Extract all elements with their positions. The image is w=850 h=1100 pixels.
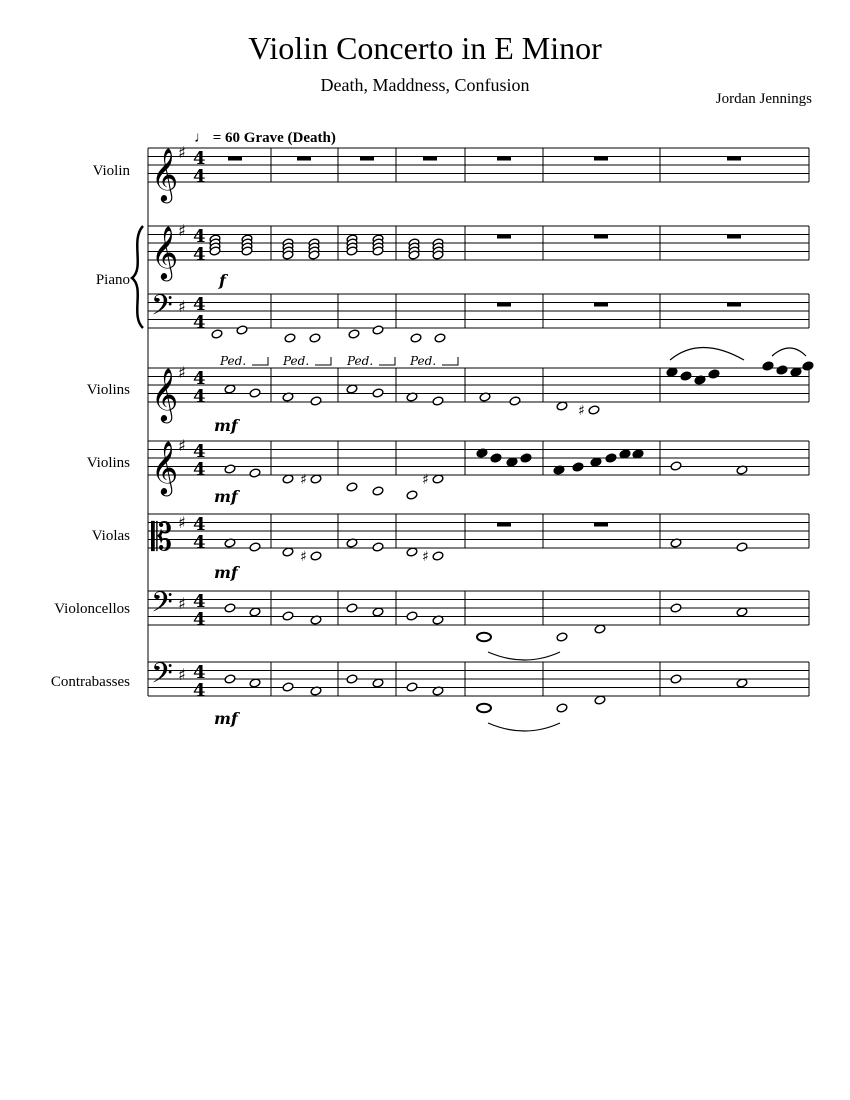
notehead: [282, 682, 294, 692]
bass-clef-icon: 𝄢: [151, 657, 173, 697]
time-signature-bottom: 4: [193, 609, 206, 630]
clefs: [151, 147, 178, 697]
time-signature-bottom: 4: [193, 386, 206, 407]
whole-rest-icon: [594, 303, 608, 307]
sharp-icon: ♯: [178, 436, 186, 455]
time-signature-bottom: 4: [193, 312, 206, 333]
notehead: [249, 468, 261, 478]
notehead: [802, 361, 814, 371]
instrument-label-violins-1: Violins: [86, 382, 130, 398]
pedal-bracket: [315, 357, 331, 365]
notehead: [372, 388, 384, 398]
time-signature-top: 4: [193, 368, 206, 389]
pedal-mark: Ped.: [347, 354, 374, 368]
notehead: [249, 542, 261, 552]
notehead: [520, 453, 532, 463]
barlines: [148, 148, 809, 696]
time-signature-top: 4: [193, 226, 206, 247]
treble-clef-icon: 𝄞: [151, 440, 179, 494]
notehead: [762, 361, 774, 371]
score-subtitle: Death, Maddness, Confusion: [320, 75, 530, 95]
sharp-icon: ♯: [178, 221, 186, 240]
slur: [670, 348, 744, 361]
time-signature-bottom: 4: [193, 244, 206, 265]
notehead: [282, 611, 294, 621]
whole-note: [477, 633, 491, 641]
tie: [488, 652, 560, 660]
dynamic-mezzo-forte: mf: [214, 416, 238, 435]
notehead: [284, 333, 296, 343]
notehead: [224, 603, 236, 613]
dynamic-mezzo-forte: mf: [214, 487, 238, 506]
notehead: [670, 603, 682, 613]
time-signature-bottom: 4: [193, 532, 206, 553]
instrument-label-contrabasses: Contrabasses: [50, 674, 130, 690]
notehead: [249, 388, 261, 398]
piano-brace-icon: [132, 226, 143, 328]
instrument-label-piano: Piano: [95, 272, 130, 288]
notehead: [605, 453, 617, 463]
whole-rest-icon: [727, 303, 741, 307]
sharp-icon: ♯: [422, 549, 429, 565]
notehead: [310, 551, 322, 561]
notehead: [432, 396, 444, 406]
notehead: [588, 405, 600, 415]
slur: [772, 348, 806, 356]
notehead: [224, 464, 236, 474]
notehead: [680, 371, 692, 381]
notehead: [406, 682, 418, 692]
instrument-label-violin: Violin: [92, 163, 130, 179]
notehead: [490, 453, 502, 463]
sharp-icon: ♯: [300, 472, 307, 488]
whole-rest-icon: [297, 157, 311, 161]
bass-clef-icon: 𝄢: [151, 586, 173, 626]
time-signature-top: 4: [193, 591, 206, 612]
sharp-icon: ♯: [178, 143, 186, 162]
time-signature-top: 4: [193, 441, 206, 462]
notehead: [211, 329, 223, 339]
whole-rest-icon: [594, 157, 608, 161]
treble-clef-icon: 𝄞: [151, 367, 179, 421]
composer-name: Jordan Jennings: [715, 91, 812, 107]
notehead: [406, 611, 418, 621]
quarter-note-icon: ♩: [194, 130, 209, 146]
treble-clef-icon: 𝄞: [151, 225, 179, 279]
instrument-label-violins-2: Violins: [86, 455, 130, 471]
whole-rest-icon: [594, 235, 608, 239]
notehead: [310, 396, 322, 406]
notehead: [406, 490, 418, 500]
pedal-mark: Ped.: [283, 354, 310, 368]
whole-rest-icon: [727, 235, 741, 239]
tie: [488, 723, 560, 731]
whole-rest-icon: [497, 523, 511, 527]
time-signature-top: 4: [193, 148, 206, 169]
notehead: [224, 674, 236, 684]
notehead: [776, 365, 788, 375]
bass-clef-icon: 𝄢: [151, 289, 173, 329]
time-signature-bottom: 4: [193, 459, 206, 480]
sharp-icon: ♯: [178, 665, 186, 684]
notes: [209, 157, 814, 720]
time-signature-top: 4: [193, 514, 206, 535]
pedal-bracket: [252, 357, 268, 365]
dynamic-mezzo-forte: mf: [214, 709, 238, 728]
pedal-mark: Ped.: [410, 354, 437, 368]
whole-rest-icon: [497, 157, 511, 161]
notehead: [670, 674, 682, 684]
instrument-label-violas: Violas: [91, 528, 130, 544]
time-signature-top: 4: [193, 662, 206, 683]
dynamic-mezzo-forte: mf: [214, 563, 238, 582]
notehead: [309, 333, 321, 343]
score-title: Violin Concerto in E Minor: [248, 30, 602, 66]
notehead: [372, 542, 384, 552]
tempo-text: = 60 Grave (Death): [212, 130, 336, 146]
time-signature-bottom: 4: [193, 166, 206, 187]
whole-note: [477, 704, 491, 712]
notehead: [236, 325, 248, 335]
pedal-mark: Ped.: [220, 354, 247, 368]
notehead: [509, 396, 521, 406]
whole-rest-icon: [727, 157, 741, 161]
whole-rest-icon: [497, 303, 511, 307]
notehead: [434, 333, 446, 343]
time-signature-top: 4: [193, 294, 206, 315]
sharp-icon: ♯: [300, 549, 307, 565]
notehead: [348, 329, 360, 339]
notehead: [432, 551, 444, 561]
time-signature-bottom: 4: [193, 680, 206, 701]
treble-clef-icon: 𝄞: [151, 147, 179, 201]
marks: [132, 143, 806, 731]
notehead: [372, 486, 384, 496]
notehead: [556, 632, 568, 642]
sharp-icon: ♯: [178, 297, 186, 316]
notehead: [410, 333, 422, 343]
notehead: [572, 462, 584, 472]
dynamic-forte: f: [219, 271, 226, 290]
whole-rest-icon: [497, 235, 511, 239]
whole-rest-icon: [228, 157, 242, 161]
sharp-icon: ♯: [578, 403, 585, 419]
notehead: [708, 369, 720, 379]
whole-rest-icon: [423, 157, 437, 161]
notehead: [346, 674, 358, 684]
whole-rest-icon: [594, 523, 608, 527]
notehead: [556, 703, 568, 713]
pedal-bracket: [442, 357, 458, 365]
sharp-icon: ♯: [422, 472, 429, 488]
notehead: [346, 482, 358, 492]
notehead: [736, 542, 748, 552]
instrument-label-violoncellos: Violoncellos: [54, 601, 130, 617]
sharp-icon: ♯: [178, 594, 186, 613]
notehead: [372, 325, 384, 335]
alto-clef-icon: 𝄡: [151, 515, 173, 559]
sharp-icon: ♯: [178, 513, 186, 532]
sharp-icon: ♯: [178, 363, 186, 382]
notehead: [346, 603, 358, 613]
staff-lines: [148, 148, 809, 696]
pedal-bracket: [379, 357, 395, 365]
notehead: [670, 461, 682, 471]
whole-rest-icon: [360, 157, 374, 161]
